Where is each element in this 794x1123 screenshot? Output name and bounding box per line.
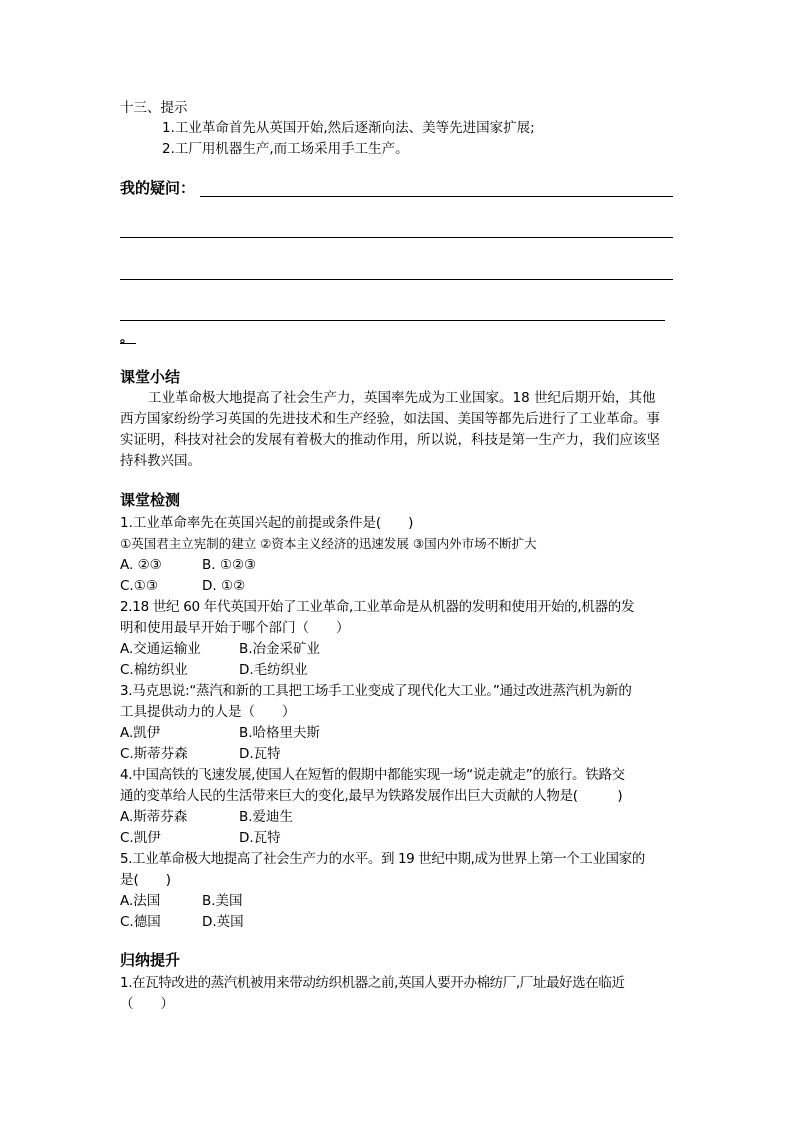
improve-q1-line-1: 1.在瓦特改进的蒸汽机被用来带动纺织机器之前,英国人要开办棉纺厂,厂址最好选在临近 [120, 975, 625, 991]
q5-stem-line-1: 5.工业革命极大地提高了社会生产力的水平。到 19 世纪中期,成为世界上第一个工业国家的 [120, 851, 645, 867]
q3-options-row-2 [120, 744, 281, 764]
q3-option-b[interactable]: B.哈格里夫斯 [239, 725, 321, 741]
q3-options-row-1 [120, 723, 320, 743]
q5-options-row-1 [120, 891, 243, 911]
tips-title: 十三、提示 [120, 100, 188, 116]
q1-option-b[interactable]: B. ①②③ [202, 557, 257, 573]
q2-stem-line-2: 明和使用最早开始于哪个部门（ ） [120, 620, 350, 636]
tip-item-1: 1.工业革命首先从英国开始,然后逐渐向法、美等先进国家扩展; [162, 120, 535, 136]
summary-line-3: 实证明，科技对社会的发展有着极大的推动作用，所以说，科技是第一生产力，我们应该坚 [120, 432, 660, 448]
q5-options-row-2 [120, 912, 244, 932]
summary-line-1: 工业革命极大地提高了社会生产力，英国率先成为工业国家。18 世纪后期开始，其他 [148, 390, 656, 406]
q4-option-c[interactable]: C.凯伊 [120, 830, 161, 846]
q5-stem-line-2: 是( ) [120, 872, 172, 888]
test-title: 课堂检测 [120, 491, 181, 509]
tip-item-2: 2.工厂用机器生产,而工场采用手工生产。 [162, 141, 409, 157]
doubt-answer-line-2 [120, 237, 673, 238]
doubt-answer-line-3 [120, 279, 673, 280]
q1-option-d[interactable]: D. ①② [202, 578, 246, 594]
q5-option-c[interactable]: C.德国 [120, 914, 161, 930]
q2-option-c[interactable]: C.棉纺织业 [120, 662, 188, 678]
q4-options-row-2 [120, 828, 281, 848]
summary-line-4: 持科教兴国。 [120, 453, 201, 469]
doubt-end-underline [120, 343, 136, 344]
q2-options-row-2 [120, 660, 308, 680]
q3-stem-line-2: 工具提供动力的人是（ ） [120, 704, 296, 720]
q4-option-d[interactable]: D.瓦特 [239, 830, 281, 846]
doubt-answer-line-4 [120, 320, 665, 321]
q3-option-d[interactable]: D.瓦特 [239, 746, 281, 762]
doubt-answer-line-1 [200, 196, 673, 197]
q4-options-row-1 [120, 807, 293, 827]
q1-statements: ①英国君主立宪制的建立 ②资本主义经济的迅速发展 ③国内外市场不断扩大 [120, 536, 537, 551]
q2-option-b[interactable]: B.冶金采矿业 [239, 641, 321, 657]
q5-option-d[interactable]: D.英国 [202, 914, 244, 930]
doubt-end-mark: 。 [120, 330, 134, 346]
q2-option-a[interactable]: A.交通运输业 [120, 641, 201, 657]
q3-option-c[interactable]: C.斯蒂芬森 [120, 746, 188, 762]
improve-title: 归纳提升 [120, 951, 181, 969]
q4-option-a[interactable]: A.斯蒂芬森 [120, 809, 188, 825]
summary-line-2: 西方国家纷纷学习英国的先进技术和生产经验，如法国、美国等都先后进行了工业革命。事 [120, 411, 660, 427]
q5-option-a[interactable]: A.法国 [120, 893, 161, 909]
q2-option-d[interactable]: D.毛纺织业 [239, 662, 308, 678]
q1-option-a[interactable]: A. ②③ [120, 557, 162, 573]
improve-q1-line-2: （ ） [120, 996, 174, 1012]
q4-stem-line-1: 4.中国高铁的飞速发展,使国人在短暂的假期中都能实现一场“说走就走”的旅行。铁路交 [120, 767, 625, 783]
q2-options-row-1 [120, 639, 320, 659]
q1-options-row-1 [120, 555, 256, 575]
q2-stem-line-1: 2.18 世纪 60 年代英国开始了工业革命,工业革命是从机器的发明和使用开始的,机器的发 [120, 599, 635, 615]
q4-option-b[interactable]: B.爱迪生 [239, 809, 294, 825]
q3-stem-line-1: 3.马克思说:“蒸汽和新的工具把工场手工业变成了现代化大工业。”通过改进蒸汽机为新的 [120, 683, 632, 699]
q1-option-c[interactable]: C.①③ [120, 578, 158, 594]
q1-stem: 1.工业革命率先在英国兴起的前提或条件是( ) [120, 515, 414, 531]
q1-options-row-2 [120, 576, 245, 596]
q3-option-a[interactable]: A.凯伊 [120, 725, 161, 741]
doubt-label: 我的疑问： [120, 179, 196, 197]
summary-title: 课堂小结 [120, 368, 181, 386]
q4-stem-line-2: 通的变革给人民的生活带来巨大的变化,最早为铁路发展作出巨大贡献的人物是( ) [120, 788, 623, 804]
q5-option-b[interactable]: B.美国 [202, 893, 243, 909]
